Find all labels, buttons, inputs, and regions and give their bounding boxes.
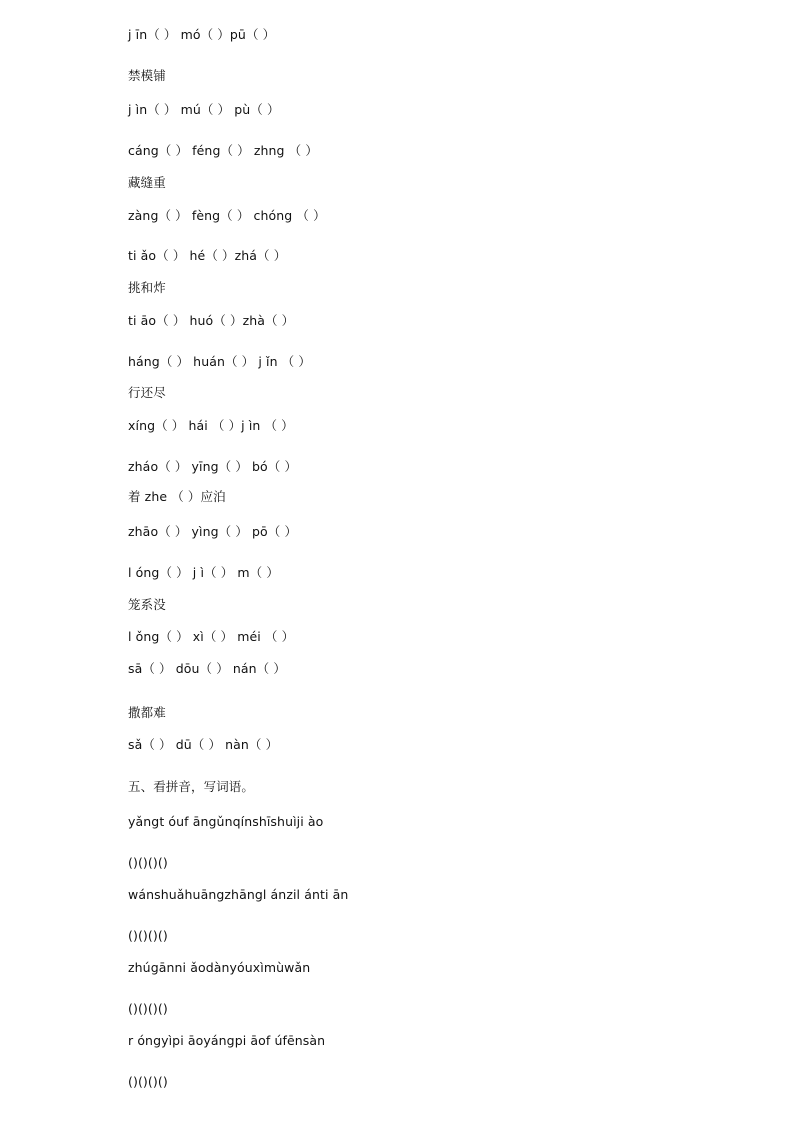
pinyin-row-6: ti āo（ ） huó（ ）zhà（ ） [128, 313, 295, 328]
pinyin-row-11: l óng（ ） j ì（ ） m（ ） [128, 565, 279, 580]
word-pinyin-row-4: r óngyìpi āoyángpi āof úfēnsàn [128, 1033, 326, 1048]
hanzi-row-7: 撒都难 [128, 705, 166, 720]
word-pinyin-row-1: yǎngt óuf āngǔnqínshīshuìji ào [128, 814, 324, 829]
answer-blanks-1: ()()()() [128, 855, 168, 870]
pinyin-row-4: zàng（ ） fèng（ ） chóng （ ） [128, 208, 326, 223]
pinyin-row-14: sǎ（ ） dū（ ） nàn（ ） [128, 737, 279, 752]
pinyin-row-13: sā（ ） dōu（ ） nán（ ） [128, 661, 286, 676]
hanzi-row-6: 笼系没 [128, 597, 166, 612]
hanzi-row-1: 禁模铺 [128, 68, 166, 83]
answer-blanks-2: ()()()() [128, 928, 168, 943]
hanzi-row-4: 行还尽 [128, 385, 166, 400]
word-pinyin-row-3: zhúgānni ǎodànyóuxìmùwǎn [128, 960, 311, 975]
pinyin-row-8: xíng（ ） hái （ ）j ìn （ ） [128, 418, 294, 433]
hanzi-row-5: 着 zhe （ ）应泊 [128, 489, 226, 504]
section-heading: 五、看拼音，写词语。 [128, 779, 255, 794]
hanzi-row-3: 挑和炸 [128, 280, 166, 295]
word-pinyin-row-2: wánshuǎhuāngzhāngl ánzil ánti ān [128, 887, 349, 902]
pinyin-row-7: háng（ ） huán（ ） j ǐn （ ） [128, 354, 311, 369]
pinyin-row-3: cáng（ ） féng（ ） zhng （ ） [128, 143, 318, 158]
pinyin-row-5: ti ǎo（ ） hé（ ）zhá（ ） [128, 248, 287, 263]
answer-blanks-4: ()()()() [128, 1074, 168, 1089]
pinyin-row-9: zháo（ ） yīng（ ） bó（ ） [128, 459, 298, 474]
pinyin-row-10: zhāo（ ） yìng（ ） pō（ ） [128, 524, 298, 539]
answer-blanks-3: ()()()() [128, 1001, 168, 1016]
pinyin-row-2: j ìn（ ） mú（ ） pù（ ） [128, 102, 280, 117]
pinyin-row-12: l ǒng（ ） xì（ ） méi （ ） [128, 629, 295, 644]
pinyin-row-1: j īn（ ） mó（ ）pū（ ） [128, 27, 276, 42]
hanzi-row-2: 藏缝重 [128, 175, 166, 190]
